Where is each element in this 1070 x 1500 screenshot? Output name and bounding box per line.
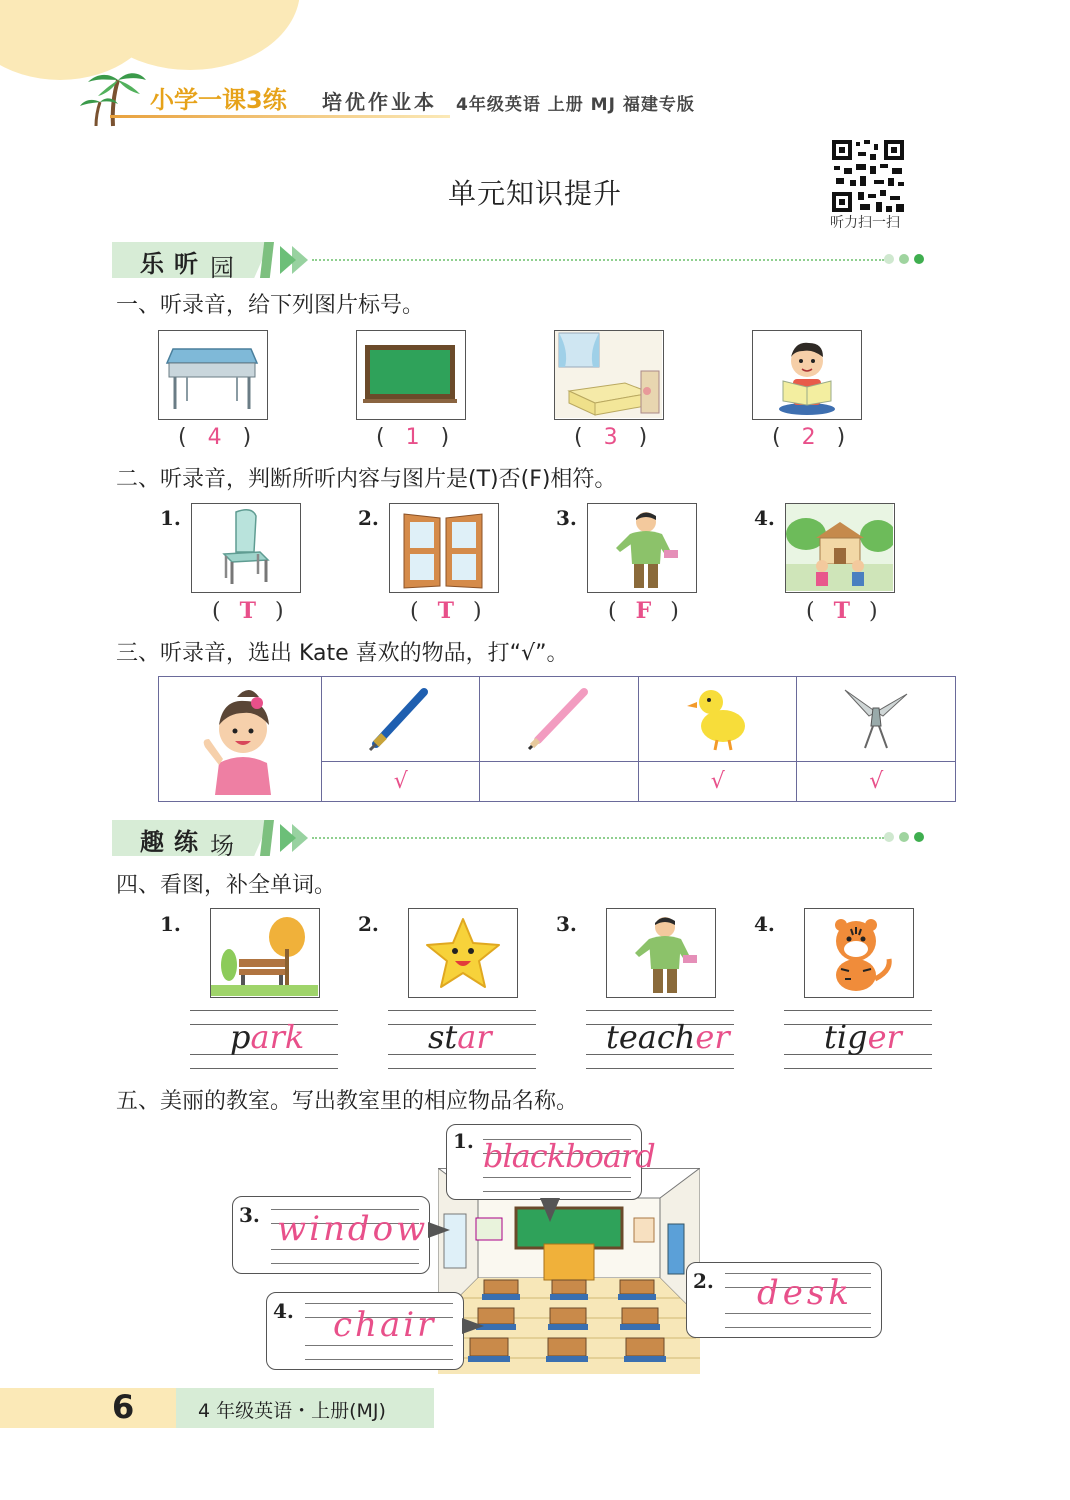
q1-answer: 2 [801,425,818,450]
q1-answer-slot: ( 3 ) [574,425,650,450]
band-char: 园 [210,254,234,282]
q1-title: 一、听录音，给下列图片标号。 [116,293,425,318]
desk-picture [158,330,268,420]
q5-title: 五、美丽的教室。写出教室里的相应物品名称。 [116,1089,579,1114]
kite-cell [797,677,956,762]
word-tiger: tiger [824,1018,902,1056]
q2-answer-slot: ( T ) [212,598,284,624]
band-char: 乐 [140,250,164,278]
q1-answer: 4 [207,425,224,450]
q2-answer: F [635,598,652,624]
word-park: park [230,1018,305,1056]
q4-number: 4. [754,912,775,936]
q2-answer-slot: ( F ) [608,598,679,624]
band-char: 听 [174,250,198,278]
writing-lines [190,1010,338,1070]
writing-lines [784,1010,932,1070]
pencil-check[interactable] [480,761,638,801]
writing-lines [388,1010,536,1070]
q4-number: 1. [160,912,181,936]
park-picture [210,908,320,998]
pen-check[interactable]: √ [322,761,480,801]
q1-answer-slot: ( 2 ) [772,425,848,450]
q2-number: 1. [160,506,181,530]
star-picture [408,908,518,998]
q4-title: 四、看图，补全单词。 [116,873,337,898]
q2-answer: T [239,598,256,624]
school-picture [785,503,895,593]
kite-check[interactable]: √ [797,761,956,801]
pen-cell [322,677,480,762]
blackboard-picture [356,330,466,420]
answer-bubble-3 [232,1196,430,1274]
q1-answer-slot: ( 4 ) [178,425,254,450]
chair-picture [191,503,301,593]
duck-picture [683,680,753,754]
band-char: 场 [210,832,234,860]
bubble-pointer [462,1318,484,1334]
duck-check[interactable]: √ [638,761,796,801]
writing-lines [586,1010,734,1070]
section-band-listen [112,242,932,282]
section-band-practice [112,820,932,860]
teacher-picture [606,908,716,998]
q2-answer: T [437,598,454,624]
word-teacher: teacher [606,1018,730,1056]
dotted-rule [312,259,884,261]
series-logo [150,80,287,115]
arrow-icon [292,246,308,274]
header-subtitle: 培优作业本 [322,90,437,114]
palm-tree-icon [78,68,148,132]
band-char: 练 [174,828,198,856]
answer-bubble-2 [686,1262,882,1338]
q4-number: 2. [358,912,379,936]
page-number: 6 [112,1388,135,1426]
boy-reading-picture [752,330,862,420]
qr-code[interactable] [830,138,906,214]
bubble-number: 4. [273,1299,294,1323]
band-char: 趣 [140,828,164,856]
word-star: star [428,1018,492,1056]
window-picture [389,503,499,593]
pen-picture [366,682,436,752]
pencil-picture [524,682,594,752]
answer-bubble-1 [446,1124,655,1200]
bubble-pointer [540,1198,560,1222]
dot-icon [914,254,924,264]
dot-icon [884,254,894,264]
q4-number: 3. [556,912,577,936]
q2-answer-slot: ( T ) [410,598,482,624]
q2-number: 4. [754,506,775,530]
q1-answer: 3 [603,425,620,450]
footer-book: 4 年级英语・上册(MJ) [198,1400,386,1422]
answer-bubble-4 [266,1292,464,1370]
footer-page-box [0,1388,176,1428]
page-title: 单元知识提升 [447,177,622,210]
tiger-picture [804,908,914,998]
answer-blackboard: blackboard [483,1137,655,1175]
q2-answer-slot: ( T ) [806,598,878,624]
dotted-rule [312,837,884,839]
answer-desk: desk [757,1273,853,1313]
header-underline [110,115,450,118]
kite-picture [839,682,913,752]
bubble-number: 2. [693,1269,714,1293]
kate-table [158,676,956,802]
dot-icon [884,832,894,842]
bubble-number: 1. [453,1129,474,1153]
bedroom-picture [554,330,664,420]
q3-title: 三、听录音，选出 Kate 喜欢的物品，打“√”。 [116,641,569,666]
q2-title: 二、听录音，判断所听内容与图片是(T)否(F)相符。 [116,467,617,492]
q2-number: 3. [556,506,577,530]
pencil-cell [480,677,638,762]
q1-answer: 1 [405,425,422,450]
answer-chair: chair [333,1305,437,1345]
teacher-picture [587,503,697,593]
duck-cell [638,677,796,762]
girl-kate-picture [159,677,321,797]
bubble-number: 3. [239,1203,260,1227]
kate-picture-cell [159,677,322,802]
bubble-pointer [428,1222,450,1238]
dot-icon [914,832,924,842]
q2-answer: T [833,598,850,624]
series-name: 小学一课3练 [150,86,287,114]
answer-window: window [277,1209,429,1249]
qr-caption: 听力扫一扫 [830,215,900,231]
dot-icon [899,832,909,842]
arrow-icon [292,824,308,852]
q2-number: 2. [358,506,379,530]
dot-icon [899,254,909,264]
q1-answer-slot: ( 1 ) [376,425,452,450]
header-book: 4年级英语 上册 MJ 福建专版 [456,95,695,115]
